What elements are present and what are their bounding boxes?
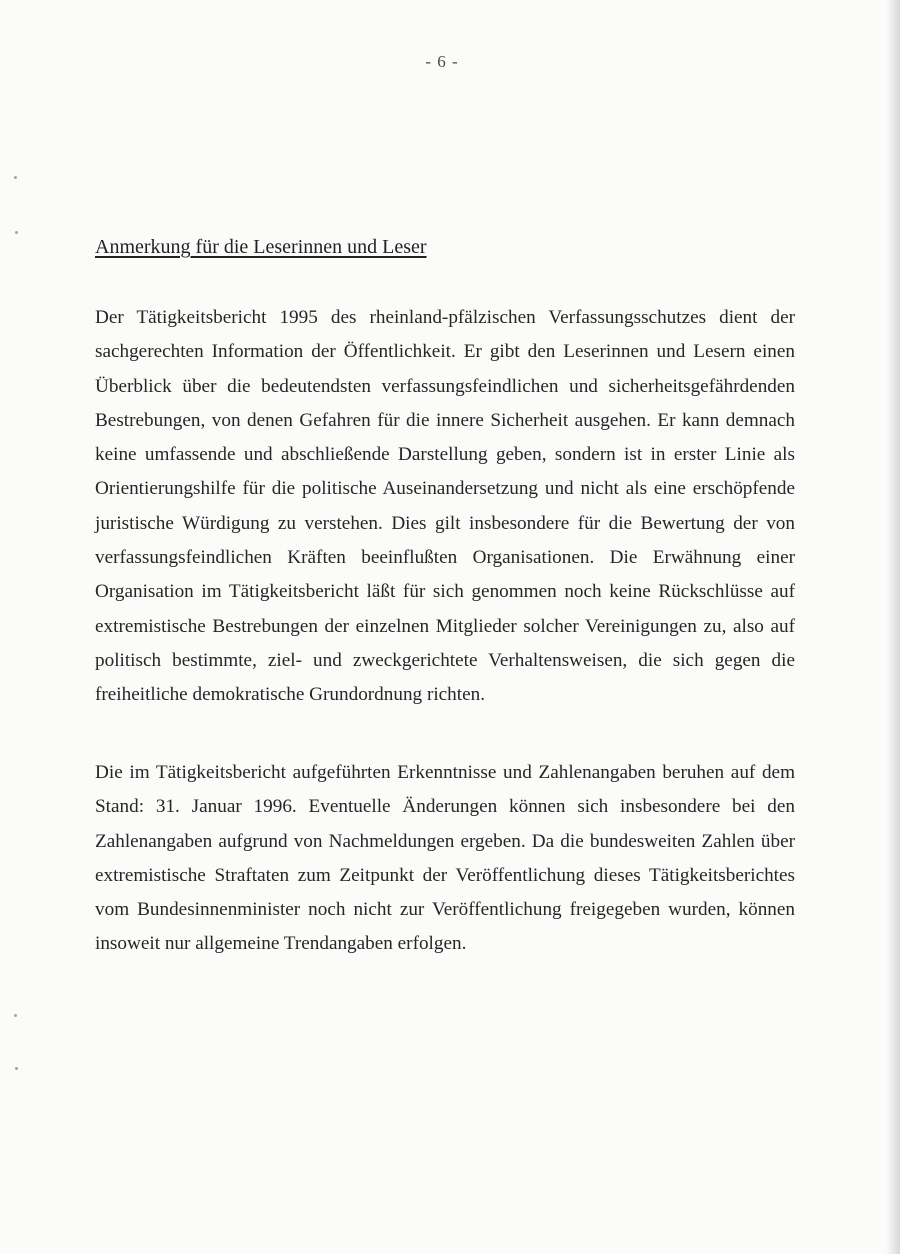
scan-speck (15, 231, 18, 234)
scan-edge-shadow (886, 0, 900, 1254)
scan-speck (15, 1067, 18, 1070)
page-number: - 6 - (425, 52, 459, 71)
scan-speck (14, 1014, 17, 1017)
section-heading: Anmerkung für die Leserinnen und Leser (95, 236, 427, 258)
body-paragraph-2: Die im Tätigkeitsbericht aufgeführten Erkenntnisse und Zahlenangaben beruhen auf dem Stand: 31. Januar 1996. Eventuelle Änderungen können sich insbesondere bei den Zahlenangaben aufgrund von Nachmeldungen ergeben. Da die bundesweiten Zahlen über extremistische Straftaten zum Zeitpunkt der Veröffentlichung dieses Tätigkeitsberichtes vom Bundesinnenminister noch nicht zur Veröffentlichung freigegeben wurden, können insoweit nur allgemeine Trendangaben erfolgen. (95, 762, 795, 955)
scan-speck (14, 176, 17, 179)
body-paragraph-1: Der Tätigkeitsbericht 1995 des rheinland-pfälzischen Verfassungsschutzes dient der sachgerechten Information der Öffentlichkeit. Er gibt den Leserinnen und Lesern einen Überblick über die bedeutendsten verfassungsfeindlichen und sicherheitsgefährdenden Bestrebungen, von denen Gefahren für die innere Sicherheit ausgehen. Er kann demnach keine umfassende und abschließende Darstellung geben, sondern ist in erster Linie als Orientierungshilfe für die politische Auseinandersetzung und nicht als eine erschöpfende juristische Würdigung zu verstehen. Dies gilt insbesondere für die Bewertung der von verfassungsfeindlichen Kräften beeinflußten Organisationen. Die Erwähnung einer Organisation im Tätigkeitsbericht läßt für sich genommen noch keine Rückschlüsse auf extremistische Bestrebungen der einzelnen Mitglieder solcher Vereinigungen zu, also auf politisch bestimmte, ziel- und zweckgerichtete Verhaltensweisen, die sich gegen die freiheitliche demokratische Grundordnung richten. (95, 307, 795, 706)
